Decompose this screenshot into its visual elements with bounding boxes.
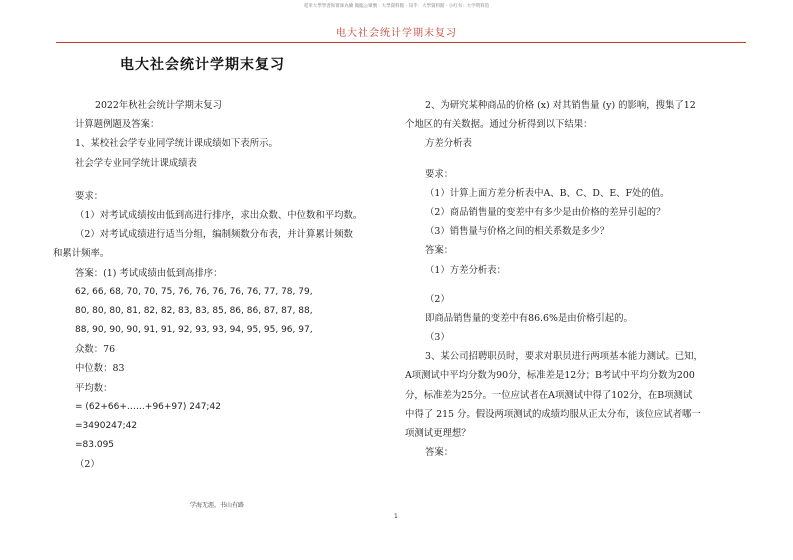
requirement-2: （2）商品销售量的变差中有多少是由价格的差异引起的？ (425, 206, 666, 218)
answer-3: （3） (425, 332, 450, 344)
table-space (405, 154, 740, 165)
section-heading: 计算题例题及答案： (75, 119, 160, 131)
question-1: 1、某校社会学专业同学统计课成绩如下表所示。 (75, 138, 278, 150)
answer-2: （2） (425, 293, 450, 305)
mean-label: 平均数： (75, 382, 113, 394)
sorted-scores-row: 62, 66, 68, 70, 70, 75, 76, 76, 76, 76, 76, 77, 78, 79, (75, 286, 313, 297)
sorted-scores-row: 80, 80, 80, 81, 82, 82, 83, 83, 85, 86, 86, 87, 87, 88, (75, 305, 313, 316)
requirement-2: （2）对考试成绩进行适当分组，编制频数分布表，并计算累计频数 (75, 229, 353, 241)
mean-formula: = (62+66+……+96+97) 247;42 (75, 401, 221, 412)
table-space (405, 280, 740, 290)
requirement-1: （1）对考试成绩按由低到高进行排序，求出众数、中位数和平均数。 (75, 209, 363, 221)
question-3-cont: A项测试中平均分数为90分，标准差是12分；B考试中平均分数为200 (405, 370, 695, 382)
question-3-cont: 中得了 215 分。假设两项测试的成绩均服从正太分布，该位应试者哪一 (405, 408, 701, 420)
question-3-cont: 项测试更理想？ (405, 428, 471, 439)
question-3: 3、某公司招聘职员时，要求对职员进行两项基本能力测试。已知， (425, 351, 703, 363)
answer-part-2: （2） (75, 459, 100, 471)
header-divider (56, 42, 746, 43)
requirement-2-cont: 和累计频率。 (53, 248, 110, 260)
running-header: 电大社会统计学期末复习 (336, 28, 457, 39)
requirements-label: 要求： (75, 190, 104, 202)
median-value: 中位数：83 (75, 363, 125, 375)
page-title: 电大社会统计学期末复习 (120, 57, 285, 73)
footer-motto: 学海无涯，书山有路 (190, 502, 245, 509)
mean-result: =83.095 (75, 440, 115, 451)
top-banner: 電米大學學習和實庫為臉 微臨公眾號：大學資料館 · 知乎：大學資料館 · 小红书：大学资料馆 (303, 4, 490, 9)
question-2-cont: 个地区的有关数据。通过分析得到以下结果： (405, 119, 593, 131)
question-2: 2、为研究某种商品的价格 (x) 对其销售量 (y) 的影响，搜集了12 (425, 100, 696, 111)
left-column (53, 96, 400, 475)
answer-label: 答案： (425, 245, 454, 257)
answer-1: （1）方差分析表： (425, 264, 506, 276)
mode-value: 众数：76 (75, 344, 116, 356)
requirement-3: （3）销售量与价格之间的相关系数是多少？ (425, 226, 610, 238)
answer-label: 答案： (425, 447, 454, 459)
requirement-1: （1）计算上面方差分析表中A、B、C、D、E、F处的值。 (425, 187, 670, 199)
answer-2-text: 即商品销售量的变差中有86.6%是由价格引起的。 (425, 312, 633, 324)
sorted-scores-row: 88, 90, 90, 90, 91, 91, 92, 93, 93, 94, 95, 95, 96, 97, (75, 325, 313, 336)
mean-step: =3490247;42 (75, 421, 138, 431)
right-column (405, 96, 740, 462)
requirements-label: 要求： (425, 168, 454, 180)
course-line: 2022年秋社会统计学期末复习 (95, 100, 222, 111)
question-3-cont: 分，标准差为25分。一位应试者在A项测试中得了102分，在B项测试 (405, 389, 693, 401)
table-caption: 社会学专业同学统计课成绩表 (75, 157, 197, 169)
table-space (75, 173, 400, 187)
page-number: 1 (394, 513, 398, 520)
anova-table-caption: 方差分析表 (425, 138, 472, 150)
answer-1: 答案：(1) 考试成绩由低到高排序： (75, 267, 223, 279)
